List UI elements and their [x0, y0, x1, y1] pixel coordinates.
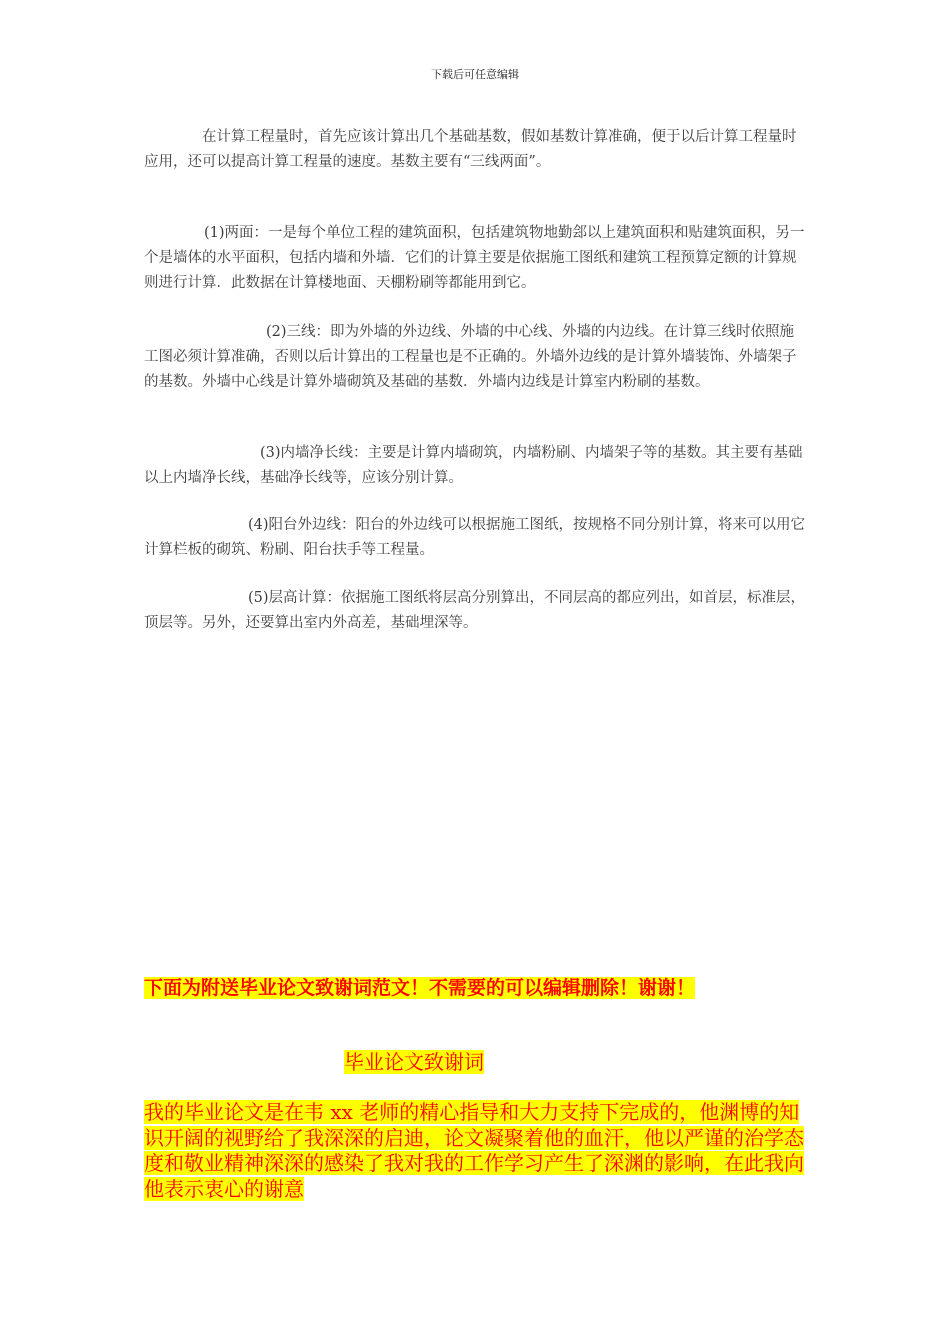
- acknowledgement-body: 我的毕业论文是在韦 xx 老师的精心指导和大力支持下完成的，他渊博的知识开阔的视野给了我深深的启迪，论文凝聚着他的血汗，他以严谨的治学态度和敬业精神深深的感染了我对我的工作学习产生了深渊的影响，在此我向他表示衷心的谢意: [144, 1100, 804, 1201]
- two-areas-paragraph: (1)两面：一是每个单位工程的建筑面积，包括建筑物地勤郐以上建筑面积和贴建筑面积，另一个是墙体的水平面积，包括内墙和外墙．它们的计算主要是依据施工图纸和建筑工程预算定额的计算规则进行计算．此数据在计算楼地面、天棚粉刷等都能用到它。: [144, 225, 805, 291]
- balcony-paragraph: (4)阳台外边线：阳台的外边线可以根据施工图纸，按规格不同分别计算，将来可以用它计算栏板的砌筑、粉刷、阳台扶手等工程量。: [144, 517, 806, 558]
- intro-paragraph: 在计算工程量时，首先应该计算出几个基础基数，假如基数计算准确，便于以后计算工程量时应用，还可以提高计算工程量的速度。基数主要有“三线两面”。: [144, 129, 797, 170]
- acknowledgement-title: 毕业论文致谢词: [344, 1050, 484, 1074]
- page-header: 下载后可任意编辑: [431, 68, 519, 81]
- inner-wall-paragraph: (3)内墙净长线：主要是计算内墙砌筑，内墙粉刷、内墙架子等的基数。其主要有基础以上内墙净长线，基础净长线等，应该分别计算。: [144, 445, 803, 486]
- three-lines-paragraph: (2)三线：即为外墙的外边线、外墙的中心线、外墙的内边线。在计算三线时依照施工图必须计算准确，否则以后计算出的工程量也是不正确的。外墙外边线的是计算外墙装饰、外墙架子的基数。外墙中心线是计算外墙砌筑及基础的基数．外墙内边线是计算室内粉刷的基数。: [144, 324, 797, 390]
- appendix-notice: 下面为附送毕业论文致谢词范文！不需要的可以编辑删除！谢谢！: [144, 977, 696, 999]
- floor-height-paragraph: (5)层高计算：依据施工图纸将层高分别算出，不同层高的都应列出，如首层，标准层，顶层等。另外，还要算出室内外高差，基础埋深等。: [144, 590, 806, 631]
